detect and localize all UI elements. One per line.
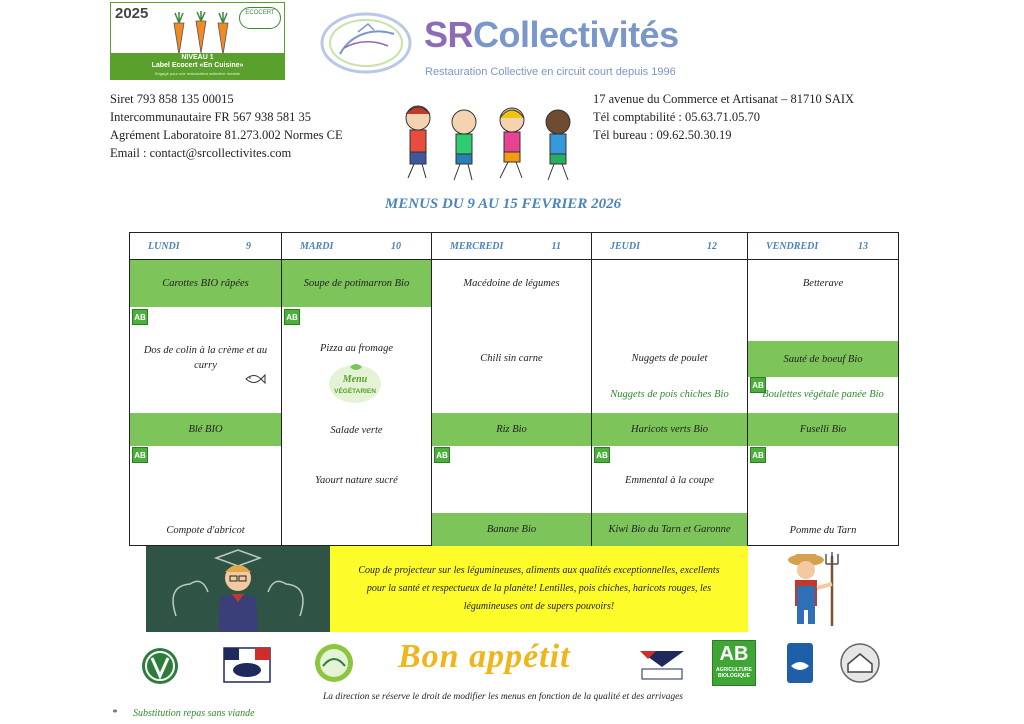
organic-ab-icon: AB [132, 309, 148, 325]
phone-accounting-line: Tél comptabilité : 05.63.71.05.70 [593, 110, 760, 124]
jeudi-dessert: Kiwi Bio du Tarn et Garonne [592, 513, 747, 546]
brand-name-sr: SR [424, 14, 474, 55]
organic-ab-icon: AB [434, 447, 450, 463]
organic-ab-icon: AB [132, 447, 148, 463]
legend-text: Substitution repas sans viande [133, 708, 255, 719]
column-jeudi [592, 233, 748, 545]
ecocert-level: NIVEAU 1 [181, 54, 214, 61]
agriculture-biologique-logo [712, 640, 756, 686]
mardi-starter: Soupe de potimarron Bio [282, 260, 431, 307]
day-number: 12 [707, 241, 717, 252]
vegetarian-v-logo-icon [139, 646, 181, 686]
brand-logo [424, 14, 744, 82]
viande-bovine-francaise-logo-icon [636, 645, 688, 681]
brand-tagline: Restauration Collective en circuit court depuis 1996 [425, 66, 676, 78]
kids-illustration [396, 100, 586, 182]
vendredi-meatless-substitute: Boulettes végétale panée Bio [762, 388, 884, 400]
column-lundi [130, 233, 282, 545]
day-number: 10 [391, 241, 401, 252]
le-porc-francais-logo-icon [222, 646, 272, 684]
vendredi-dessert: Pomme du Tarn [789, 524, 857, 536]
swirl-emblem-icon [318, 10, 414, 76]
ecocert-year: 2025 [115, 5, 149, 22]
mercredi-side: Riz Bio [432, 413, 591, 446]
brand-name-rest: Collectivités [473, 14, 679, 55]
lundi-dessert: Compote d'abricot [166, 524, 245, 536]
ecocert-label: Label Ecocert «En Cuisine» [151, 62, 244, 69]
day-number: 11 [551, 241, 561, 252]
strong-kid-photo [146, 546, 330, 632]
mercredi-starter: Macédoine de légumes [463, 277, 560, 289]
column-mardi [282, 233, 432, 545]
legend-asterisk: * [112, 708, 117, 719]
quality-seal-green-logo-icon [311, 642, 357, 684]
organic-ab-icon: AB [594, 447, 610, 463]
carrots-icon [166, 11, 236, 57]
company-info-right [593, 90, 854, 144]
mardi-dessert: Yaourt nature sucré [315, 474, 398, 486]
organic-ab-icon: AB [750, 377, 766, 393]
vendredi-side: Fuselli Bio [748, 413, 898, 446]
day-number: 9 [246, 241, 251, 252]
jeudi-main: Nuggets de poulet [631, 352, 708, 364]
company-info-left [110, 90, 343, 162]
mercredi-main: Chili sin carne [480, 352, 543, 364]
siret-line: Siret 793 858 135 00015 [110, 92, 234, 106]
day-name: VENDREDI [766, 241, 819, 252]
day-header-mercredi [432, 233, 591, 260]
day-header-lundi [130, 233, 281, 260]
day-name: JEUDI [610, 241, 641, 252]
day-name: MERCREDI [450, 241, 504, 252]
lundi-main: Dos de colin à la crème et au curry [143, 345, 268, 371]
email-line: Email : contact@srcollectivites.com [110, 146, 292, 160]
menu-grid [129, 232, 899, 546]
day-header-jeudi [592, 233, 747, 260]
address-line: 17 avenue du Commerce et Artisanat – 81710 SAIX [593, 92, 855, 106]
vendredi-main: Sauté de boeuf Bio [748, 341, 898, 377]
jeudi-dairy: Emmental à la coupe [625, 474, 714, 486]
jeudi-side: Haricots verts Bio [592, 413, 747, 446]
day-number: 13 [858, 241, 868, 252]
organic-ab-icon: AB [750, 447, 766, 463]
phone-office-line: Tél bureau : 09.62.50.30.19 [593, 128, 732, 142]
agrement-line: Agrément Laboratoire 81.273.002 Normes CE [110, 128, 343, 142]
vat-line: Intercommunautaire FR 567 938 581 35 [110, 110, 312, 124]
fish-icon [244, 373, 266, 385]
day-name: MARDI [300, 241, 334, 252]
bon-appetit-heading: Bon appétit [398, 638, 571, 675]
organic-ab-icon: AB [284, 309, 300, 325]
lundi-starter: Carottes BIO râpées [130, 260, 281, 307]
veg-badge-label: VÉGÉTARIEN [334, 388, 376, 395]
day-header-mardi [282, 233, 431, 260]
column-vendredi [748, 233, 898, 545]
ecocert-fine-print: Engagé pour une restauration collective durable [155, 71, 240, 76]
mardi-side: Salade verte [330, 424, 383, 436]
fait-maison-logo-icon [838, 642, 882, 684]
menu-disclaimer: La direction se réserve le droit de modifier les menus en fonction de la qualité et des arrivages [323, 692, 683, 702]
jeudi-meatless-substitute: Nuggets de pois chiches Bio [610, 388, 729, 400]
farmer-illustration [776, 550, 848, 628]
vegetarian-menu-badge [326, 363, 384, 405]
column-mercredi [432, 233, 592, 545]
vendredi-starter: Betterave [802, 277, 844, 289]
legumes-highlight-banner [330, 546, 748, 632]
mercredi-dessert: Banane Bio [432, 513, 591, 546]
menu-title: MENUS DU 9 AU 15 FEVRIER 2026 [384, 196, 622, 212]
banner-text: Coup de projecteur sur les légumineuses, aliments aux qualités exceptionnelles, excellents pour la santé et respectueux de la planète! Lentilles, pois chiches, haricots rouges, les légumineuses ont de supers pouvoirs! [358, 565, 720, 612]
veg-badge-word: Menu [342, 374, 368, 385]
msc-sustainable-fishing-logo-icon [786, 642, 814, 684]
ecocert-label-logo [110, 2, 285, 80]
ab-subtitle: AGRICULTURE BIOLOGIQUE [715, 667, 752, 679]
day-header-vendredi [748, 233, 898, 260]
ab-letters: AB [719, 643, 749, 665]
kid-muscles-illustration [146, 546, 330, 632]
ecocert-band [111, 53, 284, 79]
lundi-side: Blé BIO [130, 413, 281, 446]
mardi-main: Pizza au fromage [319, 342, 394, 354]
substitution-legend [112, 708, 255, 719]
brand-name [424, 14, 679, 56]
day-name: LUNDI [148, 241, 180, 252]
ecocert-seal: ECOCERT [239, 7, 281, 29]
